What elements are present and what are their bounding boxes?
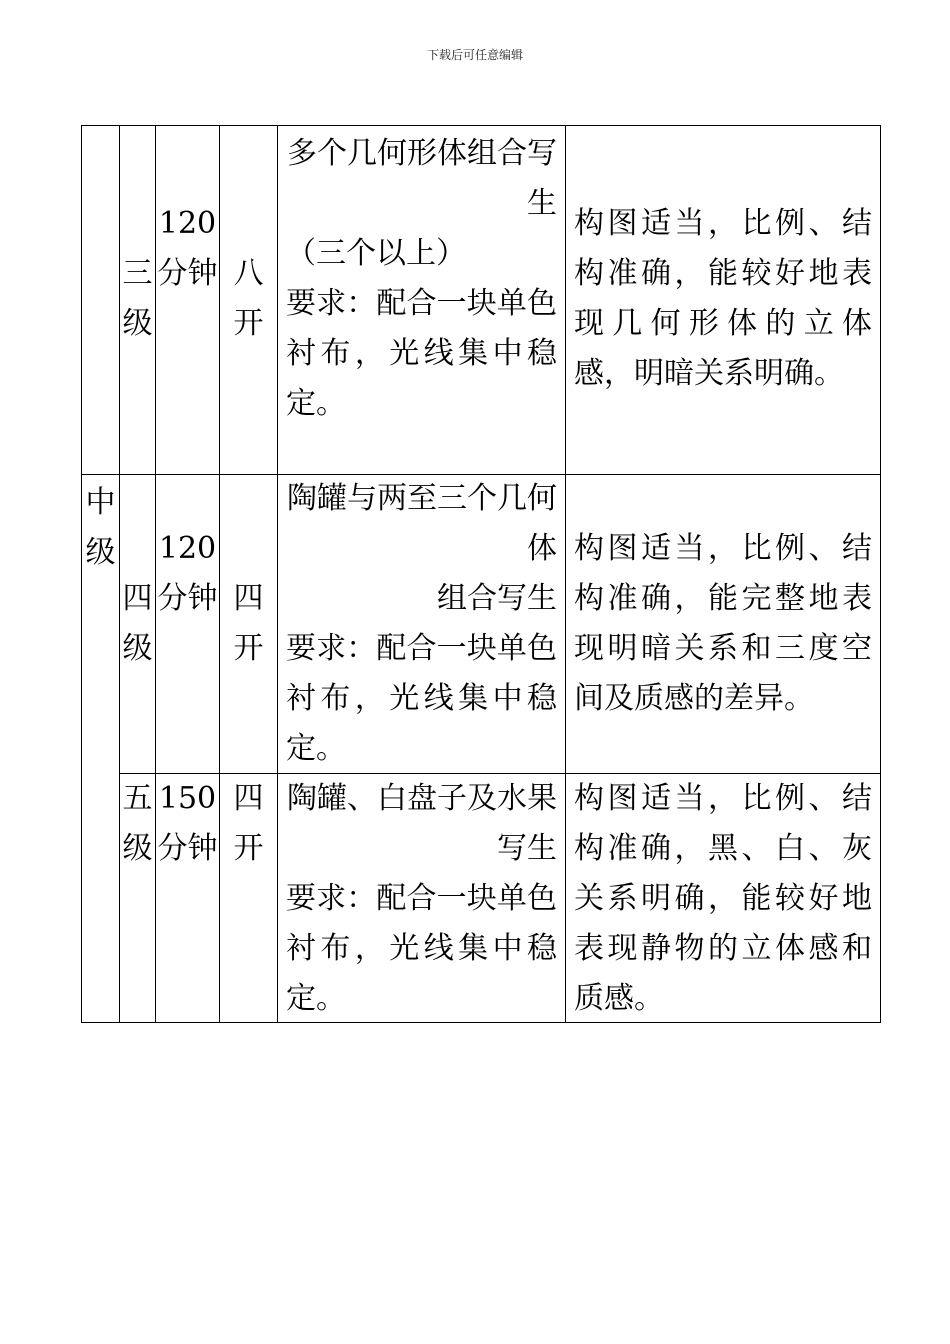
standard-cell: 构图适当，比例、结构准确，能较好地表现几何形体的立体感，明暗关系明确。	[574, 206, 872, 391]
content-requirement: 要求：配合一块单色衬布，光线集中稳定。	[286, 881, 557, 1016]
content-note: （三个以上）	[286, 236, 466, 271]
level-group-cell: 中级	[85, 485, 116, 570]
content-cell	[278, 474, 565, 774]
content-title: 陶罐与两至三个几何体	[287, 481, 557, 566]
duration-cell: 150分钟	[157, 781, 218, 866]
content-title: 多个几何形体组合写生	[287, 136, 557, 221]
grade-cell: 三级	[122, 256, 153, 341]
content-requirement: 要求：配合一块单色衬布，光线集中稳定。	[286, 286, 557, 421]
content-cell	[278, 774, 565, 1024]
paper-size-cell: 八开	[233, 256, 264, 341]
page-header: 下载后可任意编辑	[426, 48, 523, 62]
content-title: 陶罐、白盘子及水果写生	[287, 781, 557, 866]
paper-size-cell: 四开	[233, 581, 264, 666]
content-cell	[278, 129, 565, 429]
duration-cell: 120分钟	[157, 531, 218, 616]
standard-cell: 构图适当，比例、结构准确，能完整地表现明暗关系和三度空间及质感的差异。	[574, 531, 872, 716]
duration-cell: 120分钟	[157, 206, 218, 291]
content-requirement: 要求：配合一块单色衬布，光线集中稳定。	[286, 631, 557, 766]
content-note: 组合写生	[437, 581, 557, 616]
grade-cell: 四级	[122, 581, 153, 666]
standard-cell: 构图适当，比例、结构准确，黑、白、灰关系明确，能较好地表现静物的立体感和质感。	[574, 781, 872, 1016]
exam-table	[81, 125, 881, 1023]
paper-size-cell: 四开	[233, 781, 264, 866]
grade-cell: 五级	[122, 781, 153, 866]
